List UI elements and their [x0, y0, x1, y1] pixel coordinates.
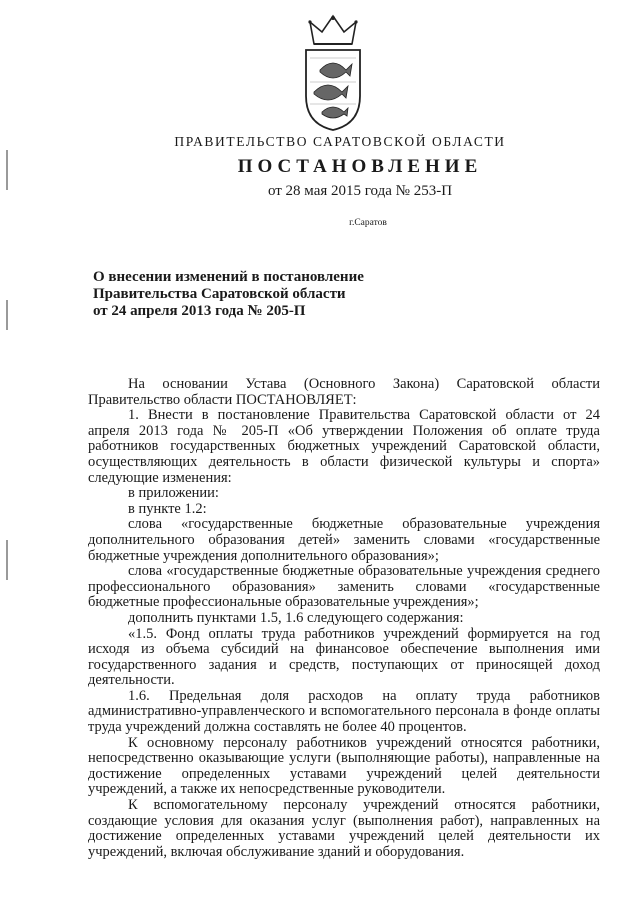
organization-name: ПРАВИТЕЛЬСТВО САРАТОВСКОЙ ОБЛАСТИ: [174, 134, 506, 149]
body-paragraph: в приложении:: [128, 485, 219, 502]
body-paragraph: дополнить пунктами 1.5, 1.6 следующего содержания:: [128, 609, 464, 626]
document-city: г.Саратов: [349, 218, 387, 228]
body-paragraph: «1.5. Фонд оплаты труда работников учреждений формируется на год исходя из объема субсидий на финансовое обеспечение выполнения ими государственного задания и средств, поступающих от приносящей доход деятельности.: [88, 625, 600, 689]
document-subject: [93, 269, 413, 320]
document-body: [88, 377, 600, 860]
body-paragraph: в пункте 1.2:: [128, 500, 207, 517]
document-date-number: от 28 мая 2015 года № 253-П: [267, 183, 453, 199]
scan-margin-mark: [6, 300, 8, 330]
body-paragraph: 1.6. Предельная доля расходов на оплату труда работников административно-управленческого и вспомогательного персонала в фонде оплаты труда учреждений должна составлять не более 40 процентов.: [88, 687, 600, 736]
subject-line: Правительства Саратовской области: [93, 286, 346, 302]
body-paragraph: слова «государственные бюджетные образовательные учреждения среднего профессионального образования» заменить словами «государственные бюджетные профессиональные образовательные учреждения»;: [88, 563, 600, 611]
subject-line: от 24 апреля 2013 года № 205-П: [93, 303, 306, 319]
body-paragraph: слова «государственные бюджетные образовательные учреждения дополнительного образования детей» заменить словами «государственные бюджетные учреждения дополнительного образования»;: [88, 516, 600, 564]
body-paragraph: К вспомогательному персоналу учреждений относятся работники, создающие условия для оказания услуг (выполнения работ), направленных на достижение определенных уставами учреждений целей деятельности их учреждений, включая обслуживание зданий и оборудования.: [88, 797, 600, 860]
scan-margin-mark: [6, 540, 8, 580]
body-paragraph: К основному персоналу работников учреждений относятся работники, непосредственно оказывающие услуги (выполняющие работы), направленные на достижение определенных уставами учреждений целей деятельности учреждений, а также их непосредственные руководители.: [88, 734, 600, 798]
scan-margin-mark: [6, 150, 8, 190]
saratov-coat-of-arms-emblem: [300, 14, 366, 132]
document-type-title: ПОСТАНОВЛЕНИЕ: [237, 156, 483, 177]
subject-line: О внесении изменений в постановление: [93, 269, 364, 285]
body-paragraph: 1. Внести в постановление Правительства Саратовской области от 24 апреля 2013 года № 205-П «Об утверждении Положения об оплате труда работников государственных бюджетных учреждений Саратовской области, осуществляющих деятельность в области физической культуры и спорта» следующие изменения:: [88, 407, 600, 486]
body-paragraph: На основании Устава (Основного Закона) Саратовской области Правительство области ПОСТАНОВЛЯЕТ:: [88, 376, 600, 408]
